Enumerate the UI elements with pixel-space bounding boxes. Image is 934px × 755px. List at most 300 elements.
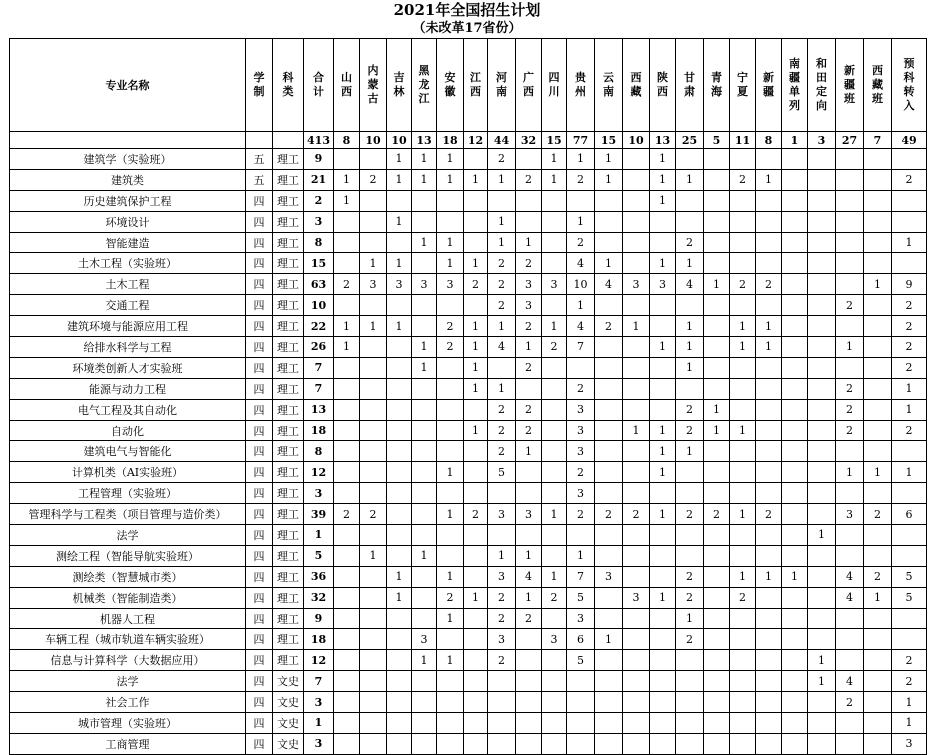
duration-cell: 四 (246, 357, 273, 378)
quota-cell (437, 420, 464, 441)
category-cell: 理工 (273, 295, 304, 316)
quota-cell (542, 713, 567, 734)
duration-cell: 四 (246, 441, 273, 462)
quota-cell (676, 671, 704, 692)
quota-cell (756, 441, 782, 462)
header-duration (246, 39, 273, 132)
quota-cell (387, 608, 412, 629)
totals-blank (273, 132, 304, 149)
quota-cell (334, 211, 360, 232)
quota-cell (488, 733, 516, 754)
quota-cell (387, 378, 412, 399)
quota-cell: 1 (412, 169, 437, 190)
duration-cell: 四 (246, 587, 273, 608)
quota-cell (730, 378, 756, 399)
quota-cell (836, 211, 864, 232)
quota-cell: 2 (516, 357, 542, 378)
quota-cell (782, 504, 808, 525)
quota-cell (542, 650, 567, 671)
duration-cell: 四 (246, 274, 273, 295)
row-total: 3 (304, 733, 334, 754)
quota-cell (650, 525, 676, 546)
region-total: 10 (387, 132, 412, 149)
table-row (10, 149, 927, 170)
quota-cell (782, 441, 808, 462)
quota-cell: 1 (437, 253, 464, 274)
quota-cell (704, 253, 730, 274)
header-region (808, 39, 836, 132)
quota-cell (676, 692, 704, 713)
category-cell: 理工 (273, 587, 304, 608)
quota-cell (892, 253, 927, 274)
quota-cell (412, 316, 437, 337)
quota-cell: 1 (650, 169, 676, 190)
quota-cell (542, 671, 567, 692)
quota-cell: 1 (730, 420, 756, 441)
quota-cell: 5 (567, 650, 595, 671)
quota-cell (730, 399, 756, 420)
quota-cell (756, 190, 782, 211)
header-region (516, 39, 542, 132)
major-name: 法学 (10, 671, 246, 692)
major-name: 工程管理（实验班） (10, 483, 246, 504)
duration-cell: 四 (246, 713, 273, 734)
duration-cell: 四 (246, 608, 273, 629)
quota-cell: 1 (437, 462, 464, 483)
region-total: 10 (623, 132, 650, 149)
quota-cell (412, 692, 437, 713)
quota-cell (516, 149, 542, 170)
quota-cell (567, 190, 595, 211)
quota-cell: 2 (516, 608, 542, 629)
quota-cell (782, 149, 808, 170)
quota-cell (756, 462, 782, 483)
quota-cell: 1 (650, 420, 676, 441)
quota-cell (892, 483, 927, 504)
quota-cell: 1 (437, 504, 464, 525)
quota-cell (623, 733, 650, 754)
quota-cell (567, 713, 595, 734)
quota-cell: 4 (488, 337, 516, 358)
quota-cell: 1 (676, 357, 704, 378)
region-total: 8 (334, 132, 360, 149)
quota-cell: 1 (676, 441, 704, 462)
table-row (10, 692, 927, 713)
quota-cell (360, 211, 387, 232)
category-cell: 理工 (273, 629, 304, 650)
region-total: 27 (836, 132, 864, 149)
category-cell: 理工 (273, 504, 304, 525)
row-total: 3 (304, 692, 334, 713)
quota-cell: 1 (650, 253, 676, 274)
quota-cell (334, 525, 360, 546)
quota-cell (808, 566, 836, 587)
quota-cell (782, 713, 808, 734)
header-region-text: 安徽 (444, 71, 456, 98)
header-region (412, 39, 437, 132)
major-name: 历史建筑保护工程 (10, 190, 246, 211)
quota-cell: 1 (892, 713, 927, 734)
quota-cell (516, 692, 542, 713)
quota-cell (756, 733, 782, 754)
quota-cell (730, 608, 756, 629)
quota-cell (595, 420, 623, 441)
quota-cell: 1 (864, 274, 892, 295)
quota-cell (595, 650, 623, 671)
category-cell: 理工 (273, 211, 304, 232)
quota-cell (387, 399, 412, 420)
region-total: 32 (516, 132, 542, 149)
category-cell: 理工 (273, 316, 304, 337)
row-total: 2 (304, 190, 334, 211)
quota-cell: 3 (437, 274, 464, 295)
quota-cell: 1 (437, 650, 464, 671)
quota-cell (516, 211, 542, 232)
quota-cell: 1 (437, 169, 464, 190)
quota-cell (892, 149, 927, 170)
major-name: 智能建造 (10, 232, 246, 253)
duration-cell: 四 (246, 650, 273, 671)
quota-cell (437, 211, 464, 232)
major-name: 计算机类（AI实验班） (10, 462, 246, 483)
header-region (360, 39, 387, 132)
quota-cell: 2 (676, 629, 704, 650)
quota-cell (676, 545, 704, 566)
quota-cell (704, 566, 730, 587)
quota-cell (704, 692, 730, 713)
quota-cell (808, 211, 836, 232)
quota-cell (595, 525, 623, 546)
header-region-text: 甘肃 (684, 71, 695, 98)
quota-cell (437, 545, 464, 566)
region-total: 25 (676, 132, 704, 149)
quota-cell (650, 295, 676, 316)
quota-cell (334, 399, 360, 420)
category-cell: 理工 (273, 441, 304, 462)
quota-cell (650, 650, 676, 671)
quota-cell: 1 (650, 462, 676, 483)
quota-cell (864, 692, 892, 713)
quota-cell (836, 713, 864, 734)
quota-cell (864, 253, 892, 274)
region-total: 1 (782, 132, 808, 149)
duration-cell: 四 (246, 420, 273, 441)
quota-cell (782, 253, 808, 274)
quota-cell: 2 (360, 504, 387, 525)
duration-cell: 四 (246, 692, 273, 713)
quota-cell: 1 (516, 337, 542, 358)
quota-cell: 3 (516, 274, 542, 295)
header-region (704, 39, 730, 132)
header-region-text: 河南 (496, 71, 507, 98)
quota-cell: 1 (808, 671, 836, 692)
quota-cell: 5 (488, 462, 516, 483)
quota-cell (892, 190, 927, 211)
quota-cell (730, 253, 756, 274)
quota-cell (782, 650, 808, 671)
quota-cell (808, 629, 836, 650)
quota-cell: 2 (892, 295, 927, 316)
quota-cell (387, 357, 412, 378)
region-total: 18 (437, 132, 464, 149)
table-row (10, 462, 927, 483)
quota-cell (864, 149, 892, 170)
quota-cell (782, 608, 808, 629)
quota-cell (836, 149, 864, 170)
header-major: 专业名称 (10, 39, 246, 132)
quota-cell (387, 462, 412, 483)
quota-cell (782, 316, 808, 337)
row-total: 18 (304, 629, 334, 650)
major-name: 建筑环境与能源应用工程 (10, 316, 246, 337)
quota-cell (836, 169, 864, 190)
quota-cell (623, 650, 650, 671)
quota-cell (464, 629, 488, 650)
quota-cell: 1 (836, 462, 864, 483)
quota-cell (542, 211, 567, 232)
quota-cell (334, 420, 360, 441)
quota-cell (730, 211, 756, 232)
quota-cell (623, 713, 650, 734)
quota-cell (360, 337, 387, 358)
quota-cell (730, 650, 756, 671)
quota-cell (387, 525, 412, 546)
quota-cell: 3 (595, 566, 623, 587)
quota-cell (437, 733, 464, 754)
quota-cell: 1 (464, 253, 488, 274)
quota-cell: 1 (650, 337, 676, 358)
quota-cell (595, 211, 623, 232)
quota-cell: 2 (488, 441, 516, 462)
quota-cell (542, 692, 567, 713)
quota-cell (334, 232, 360, 253)
quota-cell (334, 713, 360, 734)
quota-cell (360, 525, 387, 546)
quota-cell (488, 692, 516, 713)
quota-cell: 7 (567, 337, 595, 358)
quota-cell (782, 232, 808, 253)
totals-blank (246, 132, 273, 149)
quota-cell: 3 (360, 274, 387, 295)
quota-cell (437, 378, 464, 399)
quota-cell: 1 (704, 274, 730, 295)
title-block (0, 0, 934, 38)
quota-cell: 1 (730, 337, 756, 358)
quota-cell: 1 (808, 525, 836, 546)
quota-cell: 2 (836, 378, 864, 399)
quota-cell (334, 253, 360, 274)
quota-cell (864, 420, 892, 441)
quota-cell (756, 253, 782, 274)
quota-cell (360, 650, 387, 671)
quota-cell (595, 337, 623, 358)
table-row (10, 629, 927, 650)
header-region-text: 宁夏 (737, 71, 748, 98)
major-name: 土木工程（实验班） (10, 253, 246, 274)
quota-cell (334, 149, 360, 170)
quota-cell (756, 587, 782, 608)
quota-cell: 4 (836, 671, 864, 692)
quota-cell: 2 (516, 399, 542, 420)
header-total (304, 39, 334, 132)
quota-cell (782, 337, 808, 358)
major-name: 能源与动力工程 (10, 378, 246, 399)
quota-cell (782, 274, 808, 295)
quota-cell (676, 483, 704, 504)
quota-cell (864, 337, 892, 358)
quota-cell (730, 357, 756, 378)
quota-cell (488, 483, 516, 504)
quota-cell (360, 671, 387, 692)
quota-cell (595, 378, 623, 399)
quota-cell: 1 (464, 337, 488, 358)
quota-cell: 3 (488, 629, 516, 650)
header-region (488, 39, 516, 132)
quota-cell (704, 316, 730, 337)
quota-cell (516, 378, 542, 399)
major-name: 测绘工程（智能导航实验班） (10, 545, 246, 566)
quota-cell (488, 671, 516, 692)
quota-cell (808, 462, 836, 483)
table-row (10, 587, 927, 608)
quota-cell (756, 295, 782, 316)
quota-cell: 1 (730, 504, 756, 525)
quota-cell: 2 (892, 337, 927, 358)
quota-cell: 1 (892, 692, 927, 713)
quota-cell: 3 (387, 274, 412, 295)
quota-cell (892, 441, 927, 462)
quota-cell (704, 671, 730, 692)
table-row (10, 169, 927, 190)
quota-cell (808, 420, 836, 441)
quota-cell: 3 (567, 483, 595, 504)
header-region-text: 江西 (470, 71, 481, 98)
row-total: 39 (304, 504, 334, 525)
quota-cell (387, 337, 412, 358)
quota-cell: 1 (542, 316, 567, 337)
quota-cell (464, 692, 488, 713)
header-total-text: 合计 (313, 71, 324, 98)
quota-cell (650, 692, 676, 713)
quota-cell (412, 420, 437, 441)
quota-cell: 2 (488, 587, 516, 608)
quota-cell (488, 525, 516, 546)
quota-cell: 1 (756, 316, 782, 337)
quota-cell (650, 566, 676, 587)
quota-cell (808, 483, 836, 504)
quota-cell: 1 (756, 169, 782, 190)
quota-cell (864, 378, 892, 399)
quota-cell: 2 (623, 504, 650, 525)
quota-cell (782, 295, 808, 316)
quota-cell (864, 545, 892, 566)
table-row (10, 378, 927, 399)
quota-cell (864, 295, 892, 316)
quota-cell (595, 357, 623, 378)
quota-cell (595, 713, 623, 734)
header-region (892, 39, 927, 132)
quota-cell (595, 587, 623, 608)
quota-cell: 2 (892, 650, 927, 671)
quota-cell (836, 483, 864, 504)
quota-cell (412, 713, 437, 734)
quota-cell (808, 692, 836, 713)
quota-cell: 2 (892, 169, 927, 190)
quota-cell (334, 378, 360, 399)
quota-cell (704, 545, 730, 566)
quota-cell (360, 629, 387, 650)
quota-cell (412, 608, 437, 629)
quota-cell (730, 232, 756, 253)
quota-cell: 1 (567, 211, 595, 232)
quota-cell (756, 483, 782, 504)
quota-cell (650, 357, 676, 378)
quota-cell (808, 149, 836, 170)
quota-cell (808, 169, 836, 190)
quota-cell (782, 399, 808, 420)
category-cell: 理工 (273, 399, 304, 420)
quota-cell (676, 525, 704, 546)
quota-cell (595, 190, 623, 211)
duration-cell: 五 (246, 169, 273, 190)
header-region-text: 吉林 (393, 71, 405, 98)
quota-cell (595, 733, 623, 754)
quota-cell (360, 190, 387, 211)
quota-cell: 1 (360, 545, 387, 566)
quota-cell: 1 (595, 629, 623, 650)
major-name: 给排水科学与工程 (10, 337, 246, 358)
quota-cell (623, 545, 650, 566)
row-total: 22 (304, 316, 334, 337)
quota-cell (676, 295, 704, 316)
header-region-text: 山西 (341, 71, 352, 98)
duration-cell: 四 (246, 504, 273, 525)
quota-cell (864, 232, 892, 253)
quota-cell (864, 629, 892, 650)
quota-cell (567, 357, 595, 378)
quota-cell (864, 650, 892, 671)
quota-cell (387, 420, 412, 441)
quota-cell (782, 190, 808, 211)
quota-cell (782, 420, 808, 441)
region-total: 8 (756, 132, 782, 149)
quota-cell (516, 629, 542, 650)
quota-cell: 1 (808, 650, 836, 671)
quota-cell: 9 (892, 274, 927, 295)
quota-cell (334, 441, 360, 462)
quota-cell: 2 (676, 504, 704, 525)
quota-cell (808, 441, 836, 462)
quota-cell (808, 504, 836, 525)
quota-cell (623, 462, 650, 483)
quota-cell: 2 (892, 420, 927, 441)
category-cell: 理工 (273, 525, 304, 546)
quota-cell: 1 (437, 232, 464, 253)
category-cell: 理工 (273, 253, 304, 274)
quota-cell (650, 733, 676, 754)
quota-cell (623, 441, 650, 462)
quota-cell (650, 232, 676, 253)
quota-cell (334, 545, 360, 566)
quota-cell (437, 713, 464, 734)
table-body (10, 149, 927, 755)
quota-cell (623, 608, 650, 629)
category-cell: 理工 (273, 149, 304, 170)
row-total: 8 (304, 441, 334, 462)
quota-cell (730, 629, 756, 650)
quota-cell (412, 462, 437, 483)
quota-cell: 1 (567, 545, 595, 566)
